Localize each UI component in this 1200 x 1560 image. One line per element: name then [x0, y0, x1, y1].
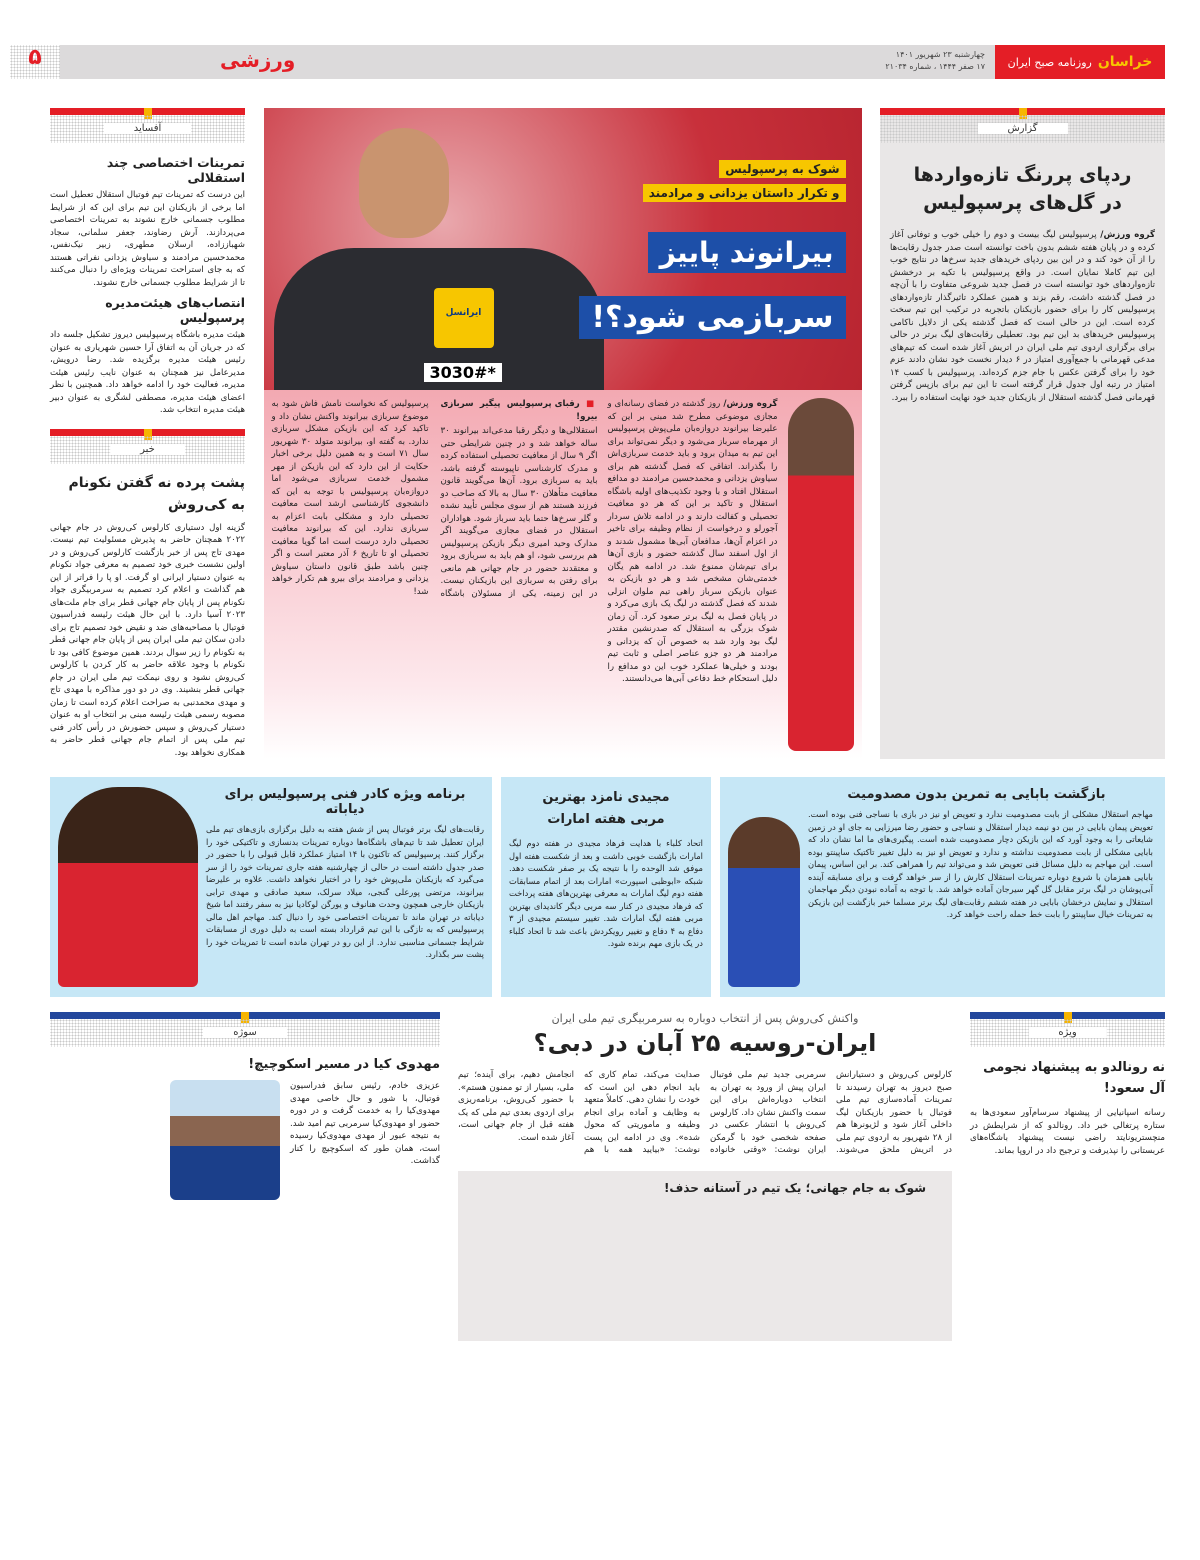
kicker-label: خبر	[110, 444, 185, 455]
news-column	[50, 429, 245, 760]
body-text: روز گذشته در فضای رسانه‌ای و مجازی موضوعی مطرح شد مبنی بر این که علیرضا بیرانوند دروازه‌بان ملی‌پوش پرسپولیس از مهرماه سرباز می‌شود و دیگر نمی‌تواند برای این تیم به میدان برود و باید خدمت سربازی‌اش را بگذراند. اتفاقی که فصل گذشته هم برای سیاوش یزدانی و محمدحسین مرادمند دو مدافع استقلال افتاد و با وجود تکذیب‌های اولیه باشگاه استقلال و تاکید بر این که هر دو معافیت تحصیلی و کفالت دارند و در ادامه تلاش سردار آجورلو و درخواست از نظام وظیفه برای تاخیر در اعزام آن‌ها، مدافعان آبی‌ها مشمول شدند و از اول اسفند سال گذشته حضور و بازی آن‌ها برای تیم‌شان ممنوع شد. در ادامه هم یگان خدمتی‌شان مشخص شد و هر دو بازیکن به عنوان بازیکن سرباز راهی تیم ملوان انزلی شدند که فصل گذشته در لیگ یک بازی می‌کرد و در پایان فصل به لیگ برتر صعود کرد. آن زمان شوک بزرگی به استقلال که صدرنشین مقتدر لیگ بود وارد شد به خصوص آن که یزدانی و مرادمند هر دو جزو عناصر اصلی و ثابت تیم بودند و خیلی‌ها عملکرد خوب این دو مدافع را دلیل استحکام خط دفاعی آبی‌ها می‌دانستند.	[607, 399, 778, 684]
section-title: ورزشی	[220, 48, 296, 72]
headline: شوک به جام جهانی؛ یک تیم در آستانه حذف!	[663, 1180, 926, 1195]
section-bar	[50, 429, 245, 436]
article-body: مهاجم استقلال مشکلی از بابت مصدومیت ندارد و تعویض او نیز در بازی با نساجی فنی بوده است. تعویض پیمان بابایی در بین دو نیمه دیدار استقلال و نساجی و حضور رضا میرزایی به جای او در زمین شایعاتی را به وجود آورد که این بازیکن دچار مصدومیت شده است. پیگیری‌های ما اما نشان داد که بابایی مشکلی از بابت مصدومیت نداشته و ندارد و تعویض او نیز به دلیل تغییر تاکتیک ساپینتو بوده است. این مهاجم به دلیل مسائل فنی تعویض شد و می‌تواند تیم را همراهی کند. بر این اساس، پیمان بابایی همزمان با شروع دوباره تمرینات استقلال کارش را از سر خواهد گرفت و برای مسابقه آینده آبی‌پوشان در لیگ برتر مقابل گل گهر سیرجان آماده خواهد شد. با توجه به آماده نبودن دیگر مهاجمان استقلال و نمایش درخشان بابایی در هفته ششم رقابت‌های لیگ برتر مسلما خبر بازگشت این بازیکن به تمرینات خیال ساپینتو را بابت خط حمله راحت خواهد کرد.	[808, 809, 1153, 919]
main-story	[264, 108, 862, 759]
supertitle: و تکرار داستان یزدانی و مرادمند	[643, 184, 846, 202]
article-column	[608, 398, 778, 751]
logo-tagline: روزنامه صبح ایران	[1007, 55, 1092, 69]
headline: نه رونالدو به پیشنهاد نجومی آل سعود!	[983, 1060, 1165, 1096]
offside-column	[50, 108, 245, 417]
left-column	[50, 108, 245, 759]
headline: بازگشت بابایی به تمرین بدون مصدومیت	[847, 787, 1106, 802]
article-body: گزینه اول دستیاری کارلوس کی‌روش در جام جهانی ۲۰۲۲ همچنان حاضر به پذیرش مسئولیت تیم نیست. مهدی تاج پس از خبر بازگشت کارلوس کی‌روش و در اولین نشست خبری خود تصمیم به معرفی جواد نکونام به عنوان دستیار ایرانی او گرفت. او پا را فراتر از این هم گذاشت و اعلام کرد تصمیم به سرمربیگری جواد نکونام پس از پایان جام جهانی قطر برای جام ملت‌های ۲۰۲۳ آسیا دارد. با این حال هیئت رئیسه فدراسیون فوتبال با مصاحبه‌های ضد و نقیض خود تصمیم تاج برای دادن سکان تیم ملی ایران پس از پایان جام جهانی قطر به نکونام را زیر سوال بردند. همین موضوع کافی بود تا نکونام با وجود علاقه حاضر به کار کردن با کارلوس کی‌روش نشود و روی نیمکت تیم ملی ایران در جام جهانی قطر بنشیند. وی در دو دور مذاکره با مهدی تاج و مهدی محمدنبی به صراحت اعلام کرده است تا زمان مصوبه رسمی هیئت رئیسه مبنی بر انتخاب او به عنوان دستیار کی‌روش و سپس حضورش در رأس کادر فنی تیم ملی پس از اتمام جام جهانی قطر حاضر به همکاری نخواهد بود.	[50, 522, 245, 758]
headline: ایران-روسیه ۲۵ آبان در دبی؟	[533, 1029, 877, 1057]
byline: گروه ورزش/	[720, 399, 778, 409]
article-body: رقابت‌های لیگ برتر فوتبال پس از شش هفته به دلیل برگزاری بازی‌های تیم ملی ایران تعطیل شد تا تیم‌های باشگاه‌ها دوباره تمرینات بدنسازی و تاکتیکی خود را برگزار کنند. پرسپولیس که تاکنون با ۱۴ امتیاز عملکرد قابل قبولی را با حضور در صدر جدول داشته است در حالی از چهارشنبه هفته جاری تمرینات خود را از سر می‌گیرد که بازیکنان ملی‌پوش خود را در اختیار نخواهد داشت. علاوه بر علیرضا بیرانوند، مرتضی پورعلی گنجی، میلاد سرلک، سعید صادقی و مهدی ترابی بازیکنان خارجی همچون وحدت هنانوف و یورگن لوکادیا نیز به سفر رفتند اما شیخ دیاباته در تهران ماند تا تمرینات اختصاصی خود را دنبال کند. مهاجم اهل مالی پرسپولیس که به تازگی با این تیم قرارداد بسته است به دلیل دوری از مسابقات شرایط جسمانی مناسبی ندارد. از این رو در تهران مانده است تا تمرینات خود را پشت سر بگذارد.	[206, 824, 484, 959]
main-article	[264, 390, 862, 759]
page-header	[28, 45, 1165, 79]
article-columns	[272, 398, 598, 751]
kicker	[50, 1019, 440, 1047]
section-bar	[50, 1012, 440, 1019]
date-line: چهارشنبه ۲۳ شهریور ۱۴۰۱	[895, 50, 985, 59]
subject-column	[50, 1012, 440, 1341]
headline: انتصاب‌های هیئت‌مدیره پرسپولیس	[105, 295, 245, 325]
body-text: پرسپولیس لیگ بیست و دوم را خیلی خوب و توفانی آغاز کرده و در پایان هفته ششم بدون باخت توانسته است صدر جدول رقابت‌ها را از آن خود کند و در این بین ردپای خریدهای جدید سرخ‌ها در نتایج خوب این تیم کاملا نمایان است. در واقع پرسپولیس با تکیه بر درخشش تازه‌واردهای خود توانسته است در فصل جدید شروعی متفاوت را با آن‌چه در فصل گذشته داشت، رقم بزند و همین عملکرد تاثیرگذار تازه‌واردهای پرسپولیس کار را برای حضور بازیکنان باتجربه در ترکیب این تیم سخت کرده است. این در حالی است که فصل گذشته یکی از دلایل ناکامی پرسپولیس خریدهای بد این تیم بود. تعطیلی رقابت‌های لیگ برتر در حالی برای برگزاری اردوی تیم ملی ایران در اتریش آغاز شده است که تیم‌های مدعی قهرمانی با جمع‌آوری امتیاز در ۶ دیدار نخست خود نشان دادند عزم خود را برای گرفتن عکس با جام جزم کرده‌اند. پرسپولیس با کسب ۱۴ امتیاز در رتبه اول جدول قرار گرفته است تا این تیم برای بازپس گرفتن قهرمانی فصل گذشته استقلال از بازیکنان جدید خود نهایت استفاده را ببرد.	[890, 230, 1155, 403]
headline: پشت پرده نه گفتن نکونام به کی‌روش	[68, 474, 245, 513]
main-photo	[264, 108, 862, 390]
bullet-icon: ■	[579, 399, 598, 409]
majidi-box	[501, 777, 711, 997]
diabate-box	[50, 777, 492, 997]
worldcup-box	[458, 1171, 952, 1341]
player-photo	[788, 398, 854, 751]
kicker	[970, 1019, 1165, 1047]
supertitle: واکنش کی‌روش پس از انتخاب دوباره به سرمربیگری تیم ملی ایران	[551, 1012, 859, 1025]
player-photo	[58, 787, 198, 987]
section-bar	[880, 108, 1165, 115]
headline: مهدوی کیا در مسیر اسکوچیچ!	[248, 1057, 440, 1072]
report-article	[880, 108, 1165, 759]
article-body: رسانه اسپانیایی از پیشنهاد سرسام‌آور سعودی‌ها به ستاره پرتغالی خبر داد. رونالدو که از شرایطش در منچستریونایتد راضی نیست پیشنهاد باشگاه‌های عربستانی را نپذیرفت و ترجیح داد در اروپا بماند.	[970, 1108, 1165, 1156]
sponsor-logo: ایرانسل	[434, 288, 494, 348]
article-body: هیئت مدیره باشگاه پرسپولیس دیروز تشکیل جلسه داد که در جریان آن به اتفاق آرا حسین شهریاری به عنوان رئیس هیئت مدیره برگزیده شد. رضا درویش، مدیرعامل نیز همچنان به عنوان نایب رئیس هیئت مدیره، فعالیت خود را ادامه خواهد داد. همچنین با نظر اعضای هیئت مدیره، مصطفی لشگری به عنوان دبیر هیئت مدیره انتخاب شد.	[50, 330, 245, 415]
section-bar	[50, 108, 245, 115]
kicker-label: گزارش	[977, 123, 1067, 134]
kicker	[50, 115, 245, 143]
logo-name: خراسان	[1097, 54, 1153, 70]
byline: گروه ورزش/	[1096, 230, 1156, 240]
special-column	[970, 1012, 1165, 1341]
supertitle: شوک به پرسپولیس	[719, 160, 845, 178]
section-bar	[970, 1012, 1165, 1019]
subhead: رقبای پرسپولیس پیگیر سربازی بیرو!	[440, 399, 598, 422]
newspaper-logo	[995, 45, 1165, 79]
bottom-row	[50, 1012, 1165, 1341]
kicker	[50, 436, 245, 464]
jersey-number: *3030#	[424, 363, 502, 382]
headline: مجیدی نامزد بهترین مربی هفته امارات	[542, 790, 670, 827]
headline: ردپای پررنگ تازه‌واردها در گل‌های پرسپولیس	[913, 164, 1132, 214]
headline: بیرانوند پاییز	[648, 232, 846, 273]
article-body	[880, 229, 1165, 404]
top-row	[50, 108, 1165, 759]
article-body: عزیزی خادم، رئیس سابق فدراسیون فوتبال، با شور و حال خاصی مهدی مهدوی‌کیا را به خدمت گرفت و در دوره حضور او مهدوی‌کیا سرمربی تیم امید شد. به نتیجه عبور از مهدی مهدوی‌کیا رسیده است، همان طور که اسکوچیچ را کنار گذاشت.	[290, 1081, 440, 1166]
national-team-article	[450, 1012, 960, 1341]
issue-date	[885, 49, 985, 73]
kicker	[880, 115, 1165, 143]
page-number: ۵	[10, 45, 60, 79]
article-body: این درست که تمرینات تیم فوتبال استقلال تعطیل است اما برخی از بازیکنان این تیم برای این که از شرایط مطلوب جسمانی خارج نشوند به تمرینات اختصاصی می‌پردازند. آرش رضاوند، جعفر سلمانی، سجاد شهباززاده، ارسلان مطهری، زبیر نیک‌نفس، محمدحسین مرادمند و سیاوش یزدانی نفراتی هستند که به جای استراحت تمرینات ویژه‌ای را دنبال می‌کنند تا از شرایط مطلوب جسمانی خارج نشوند.	[49, 190, 245, 288]
babaei-box	[720, 777, 1165, 997]
kicker-label: آفساید	[104, 123, 192, 134]
player-photo	[728, 817, 800, 987]
kicker-label: ویژه	[1028, 1027, 1106, 1038]
article-body: کارلوس کی‌روش و دستیارانش صبح دیروز به تهران رسیدند تا تمرینات آماده‌سازی تیم ملی فوتبال با حضور بازیکنان لیگ داخلی آغاز شود و لژیونرها هم از ۲۸ شهریور به اردوی تیم ملی در اتریش ملحق می‌شوند. سرمربی جدید تیم ملی فوتبال ایران پیش از ورود به تهران به انتخاب دوباره‌اش برای این سمت واکنش نشان داد. کارلوس کی‌روش با انتشار عکسی در صفحه شخصی خود با گرمکن ایران نوشت: «وقتی خانواده صدایت می‌کند، تمام کاری که باید انجام دهی این است که خودت را نشان دهی. کاملاً متعهد به وظایف و آماده برای انجام وظیفه و ماموریتی که محول شده». وی در ادامه این پست نوشت: «بیایید همه با هم انجامش دهیم، برای آینده؛ تیم ملی، بسیار از تو ممنون هستم». با حضور کی‌روش، برنامه‌ریزی برای اردوی بعدی تیم ملی که یک هفته قبل از جام جهانی است، آغاز شده است.	[458, 1070, 952, 1155]
player-head	[359, 128, 449, 238]
headline: تمرینات اختصاصی چند استقلالی	[106, 155, 245, 185]
issue-number: ۱۷ صفر ۱۴۴۴ ، شماره ۲۱۰۳۴	[885, 62, 985, 71]
headline: سربازمی شود؟!	[579, 296, 845, 339]
headline: برنامه ویژه کادر فنی پرسپولیس برای دیاباته	[224, 787, 466, 817]
coach-photo	[170, 1080, 280, 1200]
article-body: اتحاد کلباء با هدایت فرهاد مجیدی در هفته دوم لیگ امارات بازگشت خوبی داشت و بعد از شکست هفته اول موفق شد الوحده را با نتیجه یک بر صفر شکست دهد. شبکه «ابوظبی اسپورت» امارات بعد از اتمام مسابقات هفته دوم لیگ امارات به معرفی بهترین‌های هفته پرداخت که فرهاد مجیدی در کنار سه مربی دیگر کاندیدای بهترین مربی هفته لیگ امارات شد. تغییر سیستم مجیدی از ۳ دفاع به ۴ دفاع و تغییر رویکردش باعث شد تا اتحاد کلباء در یک بازی مهم برنده شود.	[509, 838, 703, 948]
kicker-label: سوژه	[203, 1027, 287, 1038]
body-text: استقلالی‌ها و دیگر رقبا مدعی‌اند بیرانوند ۳۰ ساله خواهد شد و در چنین شرایطی حتی اگر ۹ سال از معافیت تحصیلی استفاده کرده و مدرک کارشناسی ناپیوسته گرفته باشد، باید به سربازی برود. آن‌ها می‌گویند قانون معافیت متأهلان ۳۰ سال به بالا که صاحب دو فرزند هستند هم از سوی مجلس تأیید نشده و گلر سرخ‌ها حتما باید سرباز شود. هواداران استقلال در فضای مجازی می‌گویند اگر مدارک وحید امیری دیگر بازیکن پرسپولیس هم بررسی شود، او هم باید به سربازی برود و معتقدند حضور در جام جهانی هم مانعی برای رفتن به سربازی این بازیکنان نیست. در این زمینه، یکی از مسئولان باشگاه پرسپولیس که نخواست نامش فاش شود به موضوع سربازی بیرانوند واکنش نشان داد و تاکید کرد که این بازیکن مشکل سربازی ندارد. به گفته او، بیرانوند متولد ۳۰ شهریور سال ۷۱ است و به همین دلیل برخی اخبار حکایت از این دارد که این بازیکن از مهر مشمول خدمت سربازی می‌شود اما دروازه‌بان پرسپولیس با توجه به این که دانشجوی کارشناسی ارشد است معافیت تحصیلی دارد و مشکلی بابت اعزام به سربازی ندارد. این که بیرانوند معافیت تحصیلی دارد درست است اما گویا معافیت تحصیلی او تا تاریخ ۶ آذر معتبر است و اگر چنین باشد طبق قانون داستان سیاوش یزدانی و مرادمند برای بیرو هم تکرار خواهد شد!	[271, 399, 598, 599]
middle-row	[50, 777, 1165, 997]
